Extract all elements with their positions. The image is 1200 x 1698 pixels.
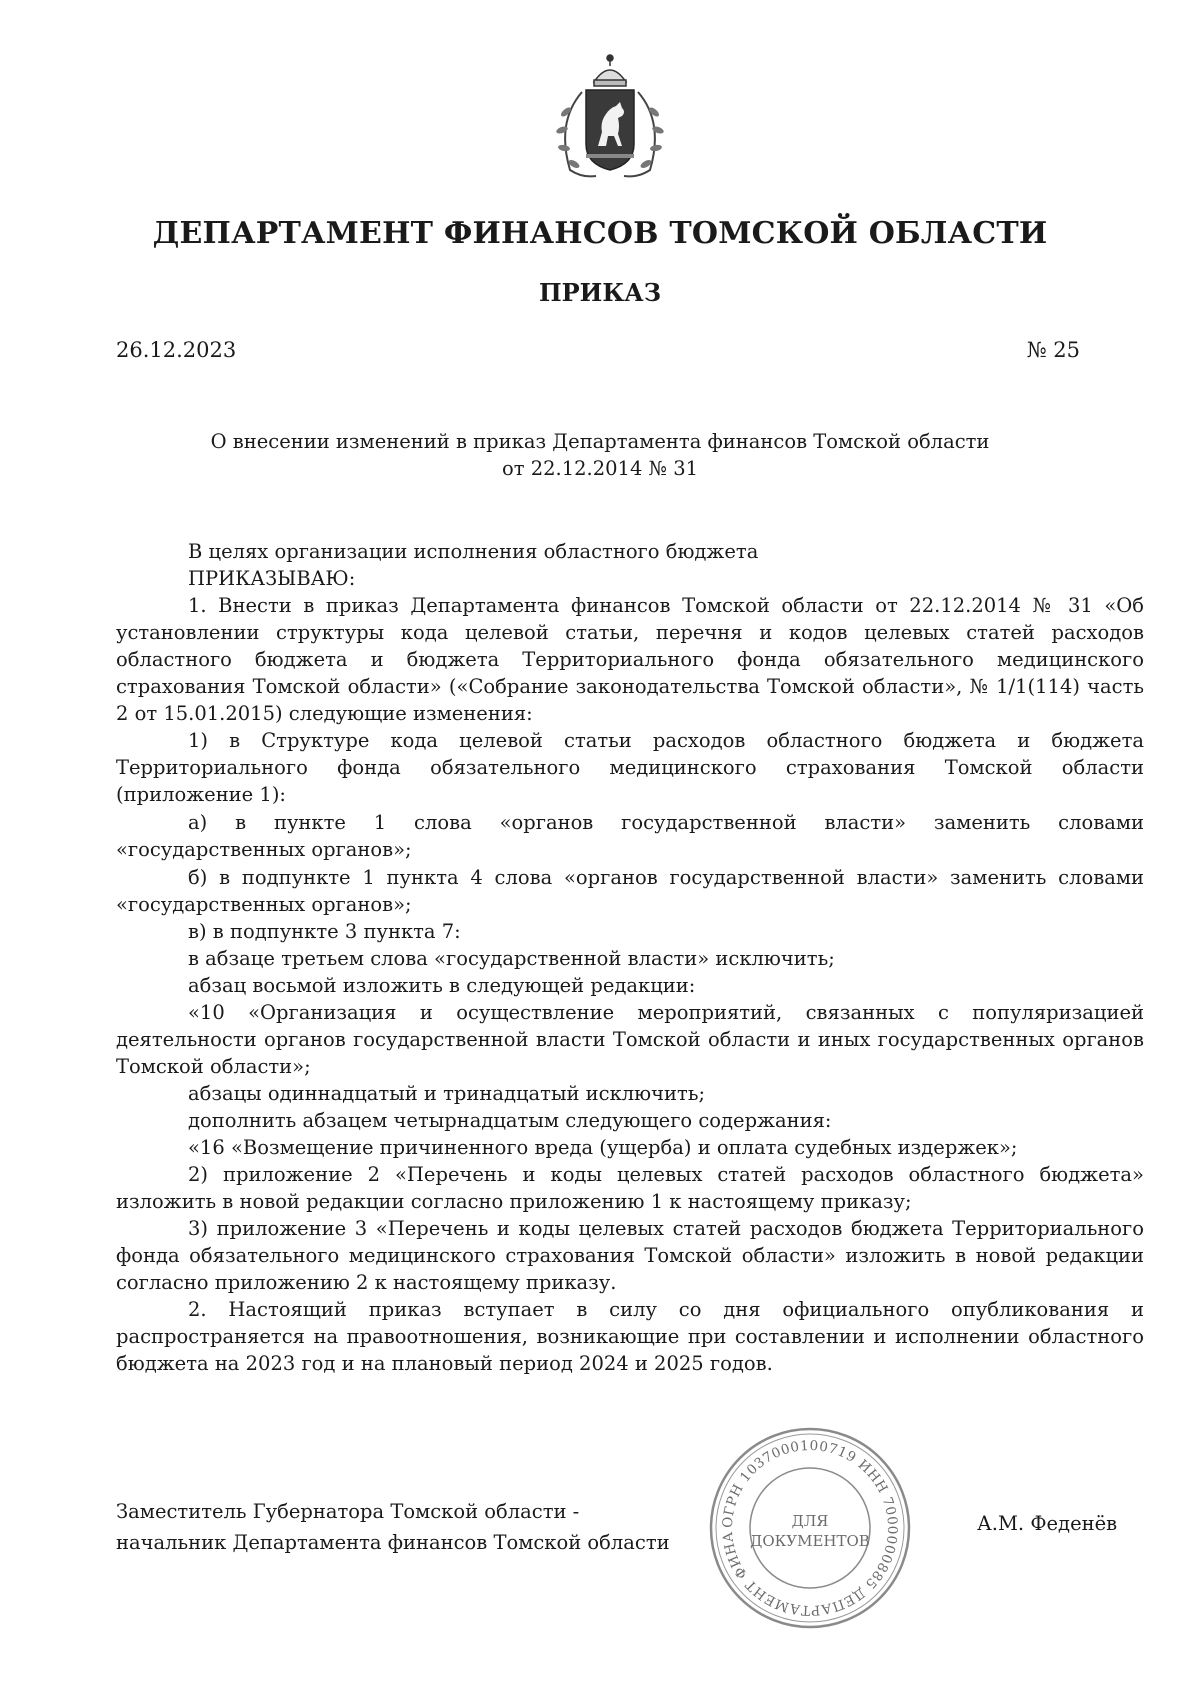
paragraph: а) в пункте 1 слова «органов государственной власти» заменить словами «государственных органов»; <box>116 811 1144 861</box>
paragraph: «16 «Возмещение причиненного вреда (ущерба) и оплата судебных издержек»; <box>188 1136 1018 1159</box>
paragraph: 2. Настоящий приказ вступает в силу со дня официального опубликования и распространяется на правоотношения, возникающие при составлении и исполнении областного бюджета на 2023 год и на плановый период 2024 и 2025 годов. <box>116 1298 1144 1375</box>
paragraph: дополнить абзацем четырнадцатым следующего содержания: <box>188 1109 832 1132</box>
document-type: ПРИКАЗ <box>538 278 662 307</box>
paragraph: б) в подпункте 1 пункта 4 слова «органов государственной власти» заменить словами «государственных органов»; <box>116 866 1144 916</box>
paragraph: абзац восьмой изложить в следующей редакции: <box>188 974 696 997</box>
paragraph: ПРИКАЗЫВАЮ: <box>188 567 356 590</box>
document-subject <box>0 428 1200 482</box>
paragraph: в абзаце третьем слова «государственной власти» исключить; <box>188 947 835 970</box>
paragraph: в) в подпункте 3 пункта 7: <box>188 920 461 943</box>
position-line: начальник Департамента финансов Томской области <box>116 1531 670 1554</box>
paragraph: 2) приложение 2 «Перечень и коды целевых статей расходов областного бюджета» изложить в новой редакции согласно приложению 1 к настоящему приказу; <box>116 1163 1144 1213</box>
official-seal <box>708 1426 912 1630</box>
position-line: Заместитель Губернатора Томской области - <box>116 1500 580 1523</box>
subject-line: от 22.12.2014 № 31 <box>501 457 699 480</box>
document-body <box>116 538 1144 1377</box>
paragraph: 1. Внести в приказ Департамента финансов Томской области от 22.12.2014 № 31 «Об установлении структуры кода целевой статьи, перечня и кодов целевых статей расходов областного бюджета и бюджета Территориального фонда обязательного медицинского страхования Томской области» («Собрание законодательства Томской области», № 1/1(114) часть 2 от 15.01.2015) следующие изменения: <box>116 594 1144 725</box>
paragraph: «10 «Организация и осуществление мероприятий, связанных с популяризацией деятельности органов государственной власти Томской области и иных государственных органов Томской области»; <box>116 1001 1144 1078</box>
subject-line: О внесении изменений в приказ Департамента финансов Томской области <box>210 430 990 453</box>
seal-center-text: ДЛЯ <box>791 1512 829 1530</box>
department-name: ДЕПАРТАМЕНТ ФИНАНСОВ ТОМСКОЙ ОБЛАСТИ <box>152 216 1048 251</box>
signatory-name: А.М. Феденёв <box>977 1512 1118 1535</box>
paragraph: В целях организации исполнения областного бюджета <box>188 540 759 563</box>
seal-ring-text: ОГРН 1037000100719 ИНН 7000000885 ДЕПАРТАМЕНТ ФИНА <box>719 1437 901 1619</box>
document-number: № 25 <box>1026 338 1080 362</box>
paragraph: 3) приложение 3 «Перечень и коды целевых статей расходов бюджета Территориального фонда обязательного медицинского страхования Томской области» изложить в новой редакции согласно приложению 2 к настоящему приказу. <box>116 1217 1144 1294</box>
seal-center-text: ДОКУМЕНТОВ <box>750 1532 870 1550</box>
signatory-position <box>116 1496 670 1558</box>
paragraph: 1) в Структуре кода целевой статьи расходов областного бюджета и бюджета Территориального фонда обязательного медицинского страхования Томской области (приложение 1): <box>116 729 1144 806</box>
tomsk-coat-of-arms-icon <box>548 52 672 186</box>
paragraph: абзацы одиннадцатый и тринадцатый исключить; <box>188 1082 706 1105</box>
document-date: 26.12.2023 <box>116 338 237 362</box>
